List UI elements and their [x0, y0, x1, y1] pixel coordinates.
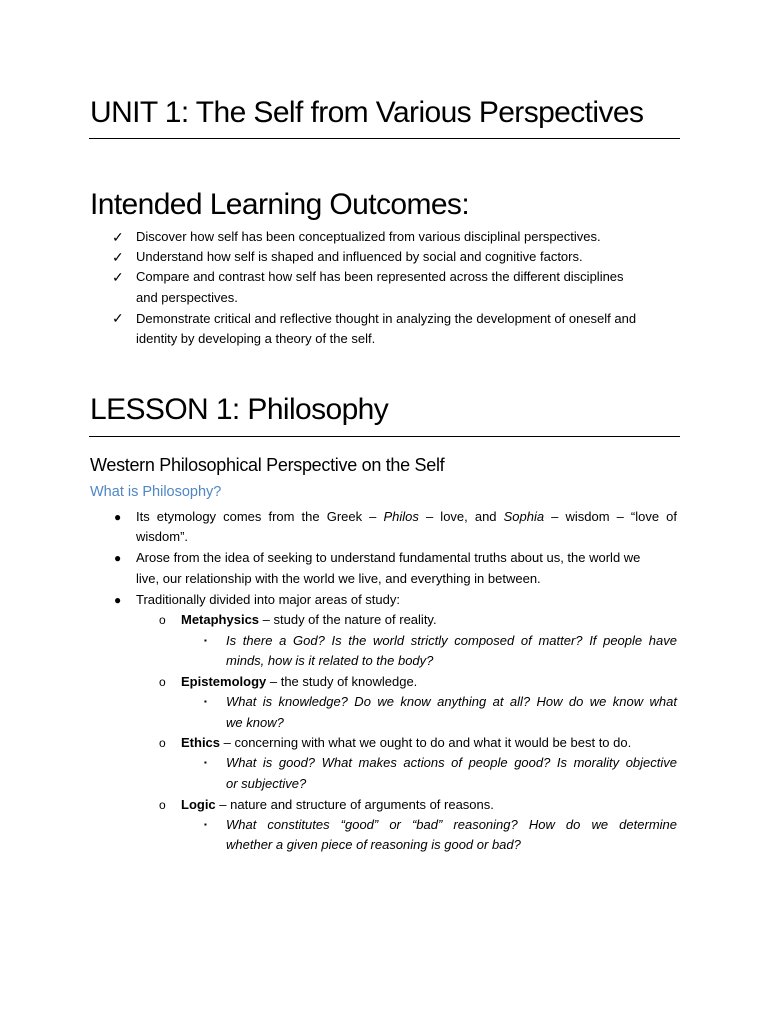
- term-sophia: Sophia: [503, 509, 545, 524]
- bullet-icon: ●: [114, 593, 122, 607]
- outcome-2-line-1: Understand how self is shaped and influenced by social and cognitive factors.: [136, 249, 583, 264]
- bullet-2-line-2: live, our relationship with the world we live, and everything in between.: [136, 571, 541, 586]
- bullet-icon: ●: [114, 551, 122, 565]
- section-heading: Western Philosophical Perspective on the Self: [90, 455, 445, 475]
- square-bullet-icon: ▪: [204, 636, 207, 645]
- square-bullet-icon: ▪: [204, 820, 207, 829]
- bullet-1-text-c: – wisdom – “love of: [544, 509, 678, 524]
- area-definition: – nature and structure of arguments of reasons.: [215, 797, 494, 812]
- check-icon: ✓: [112, 269, 124, 285]
- outcome-4-line-2: identity by developing a theory of the self.: [136, 331, 376, 346]
- check-icon: ✓: [112, 229, 124, 245]
- term-philos: Philos: [383, 509, 419, 524]
- square-bullet-icon: ▪: [204, 697, 207, 706]
- area-ethics: [181, 733, 631, 754]
- square-bullet-icon: ▪: [204, 758, 207, 767]
- circle-bullet-icon: o: [159, 613, 166, 627]
- area-metaphysics: [181, 610, 437, 631]
- check-icon: ✓: [112, 249, 124, 265]
- logic-question-line-1: What constitutes “good” or “bad” reasoning? How do we determine: [226, 817, 677, 832]
- area-term: Epistemology: [181, 674, 267, 689]
- bullet-1-line-2: wisdom”.: [136, 529, 189, 544]
- outcomes-heading: Intended Learning Outcomes:: [90, 188, 470, 221]
- area-term: Metaphysics: [181, 612, 260, 627]
- area-term: Ethics: [181, 735, 221, 750]
- epistemology-question-line-1: What is knowledge? Do we know anything at all? How do we know what: [226, 694, 677, 709]
- circle-bullet-icon: o: [159, 675, 166, 689]
- epistemology-question-line-2: we know?: [226, 715, 284, 730]
- outcome-1-line-1: Discover how self has been conceptualized from various disciplinal perspectives.: [136, 229, 601, 244]
- ethics-question-line-1: What is good? What makes actions of people good? Is morality objective: [226, 755, 677, 770]
- check-icon: ✓: [112, 310, 124, 326]
- bullet-icon: ●: [114, 510, 122, 524]
- outcome-3-line-2: and perspectives.: [136, 290, 238, 305]
- bullet-3-line-1: Traditionally divided into major areas of study:: [136, 592, 400, 607]
- bullet-1-text-b: – love, and: [418, 509, 504, 524]
- unit-title-rule: [89, 138, 680, 139]
- area-term: Logic: [181, 797, 216, 812]
- metaphysics-question-line-1: Is there a God? Is the world strictly composed of matter? If people have: [226, 633, 677, 648]
- circle-bullet-icon: o: [159, 798, 166, 812]
- bullet-1-line-1: [136, 507, 677, 528]
- outcome-4-line-1: Demonstrate critical and reflective thought in analyzing the development of oneself and: [136, 311, 637, 326]
- area-logic: [181, 795, 494, 816]
- bullet-2-line-1: Arose from the idea of seeking to understand fundamental truths about us, the world we: [136, 550, 641, 565]
- outcome-3-line-1: Compare and contrast how self has been represented across the different disciplines: [136, 269, 624, 284]
- logic-question-line-2: whether a given piece of reasoning is good or bad?: [226, 837, 521, 852]
- bullet-1-text-a: Its etymology comes from the Greek –: [136, 509, 384, 524]
- area-epistemology: [181, 672, 417, 693]
- metaphysics-question-line-2: minds, how is it related to the body?: [226, 653, 434, 668]
- circle-bullet-icon: o: [159, 736, 166, 750]
- area-definition: – the study of knowledge.: [266, 674, 418, 689]
- subsection-heading: What is Philosophy?: [90, 484, 222, 500]
- ethics-question-line-2: or subjective?: [226, 776, 307, 791]
- lesson-title: LESSON 1: Philosophy: [90, 393, 389, 426]
- area-definition: – study of the nature of reality.: [259, 612, 437, 627]
- lesson-title-rule: [89, 436, 680, 437]
- unit-title: UNIT 1: The Self from Various Perspectives: [90, 96, 644, 129]
- area-definition: – concerning with what we ought to do and what it would be best to do.: [220, 735, 632, 750]
